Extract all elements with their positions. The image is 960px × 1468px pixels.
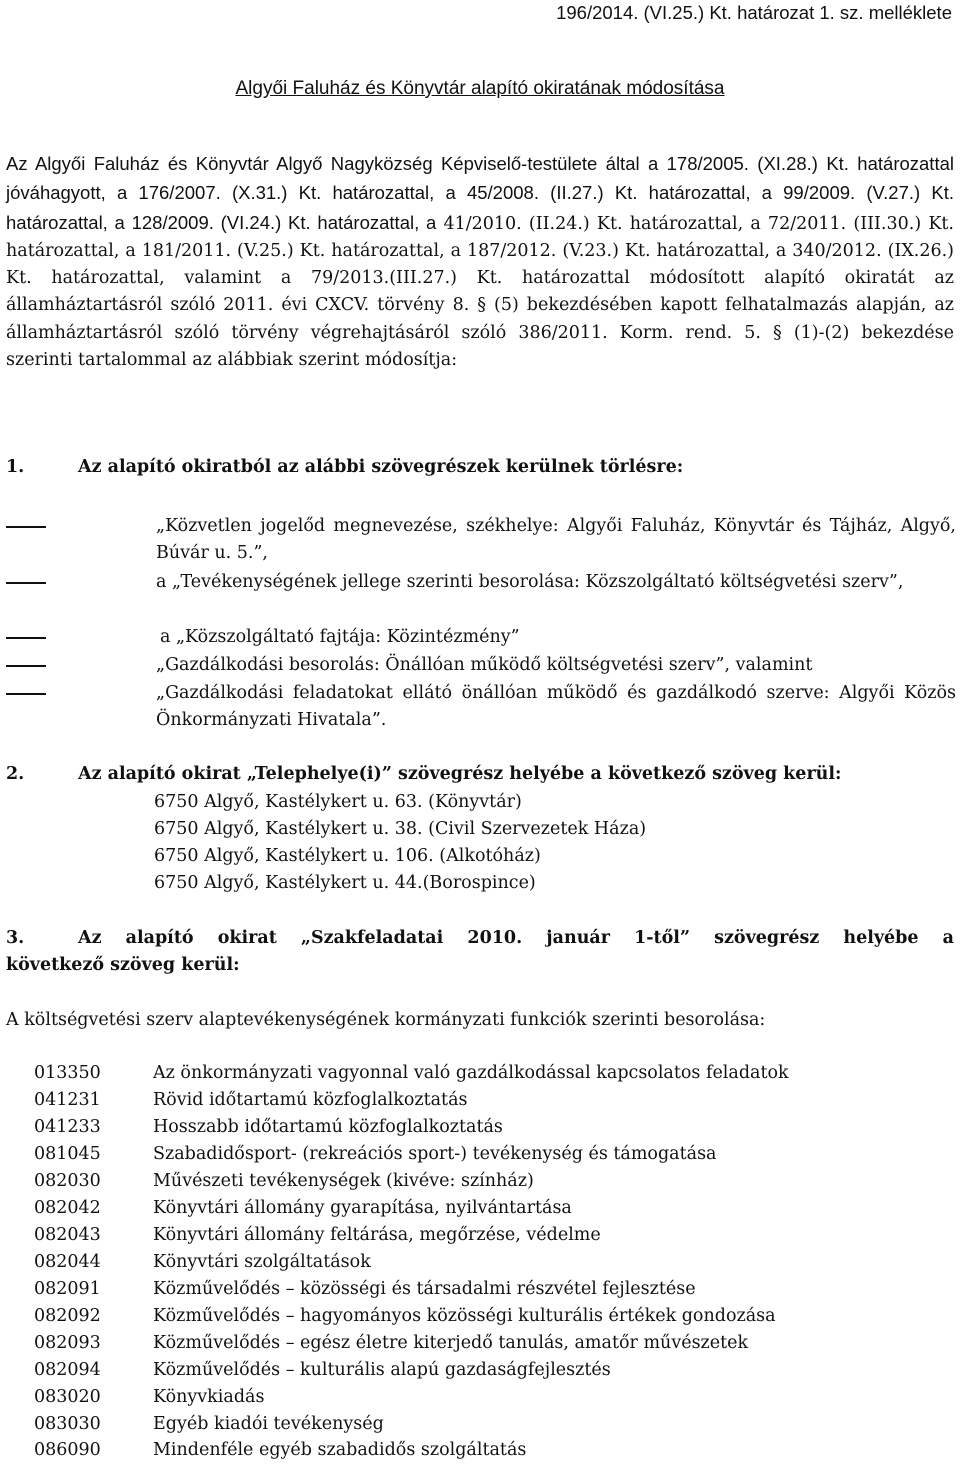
address-line: 6750 Algyő, Kastélykert u. 106. (Alkotóház) xyxy=(154,846,541,866)
table-row xyxy=(0,1063,960,1090)
dash-bullet xyxy=(6,582,46,584)
function-desc: Könyvkiadás xyxy=(153,1387,265,1407)
list-item xyxy=(0,680,960,734)
list-item xyxy=(0,569,960,623)
intro-text-sans: Az Algyői Faluház és Könyvtár Algyő Nagyközség Képviselő-testülete által a 178/2005. (XI.28.) Kt. határozattal jóváhagyott, a 176/2007. (X.31.) Kt. határozattal, a 45/2008. (II.27.) Kt. határozattal, a 99/2009. (V.27.) Kt. határozattal, a 128/2009. (VI.24.) Kt. határozattal, a xyxy=(6,153,954,233)
function-desc: Könyvtári állomány gyarapítása, nyilvántartása xyxy=(153,1198,572,1218)
section-heading-text: Az alapító okirat „Telephelye(i)” szövegrész helyébe a következő szöveg kerül: xyxy=(78,764,842,784)
function-desc: Közművelődés – kulturális alapú gazdaságfejlesztés xyxy=(153,1360,611,1380)
function-code: 082043 xyxy=(34,1225,101,1245)
list-item-text: a „Közszolgáltató fajtája: Közintézmény” xyxy=(160,627,520,647)
table-row xyxy=(0,1117,960,1144)
function-desc: Közművelődés – hagyományos közösségi kulturális értékek gondozása xyxy=(153,1306,776,1326)
list-item-text: „Gazdálkodási feladatokat ellátó önállóan működő és gazdálkodó szerve: Algyői Közös Önkormányzati Hivatala”. xyxy=(156,683,956,730)
function-desc: Hosszabb időtartamú közfoglalkoztatás xyxy=(153,1117,503,1137)
table-row xyxy=(0,1387,960,1414)
function-code: 082091 xyxy=(34,1279,101,1299)
function-desc: Szabadidősport- (rekreációs sport-) tevékenység és támogatása xyxy=(153,1144,717,1164)
table-row xyxy=(0,1306,960,1333)
address-line: 6750 Algyő, Kastélykert u. 44.(Borospince) xyxy=(154,873,536,893)
dash-bullet xyxy=(6,693,46,695)
table-row xyxy=(0,1198,960,1225)
intro-text-serif: 41/2010. (II.24.) Kt. határozattal, a 72/2011. (III.30.) Kt. határozattal, a 181/2011. (V.25.) Kt. határozattal, a 187/2012. (V.23.) Kt. határozattal, a 340/2012. (IX.26.) Kt. határozattal, valamint a 79/2013.(III.27.) Kt. határozattal módosított alapító okiratát az államháztartásról szóló 2011. évi CXCV. törvény 8. § (5) bekezdésében kapott felhatalmazás alapján, az államháztartásról szóló törvény végrehajtásáról szóló 386/2011. Korm. rend. 5. § (1)-(2) bekezdése szerinti tartalommal az alábbiak szerint módosítja: xyxy=(6,213,954,371)
table-row xyxy=(0,1252,960,1279)
function-desc: Művészeti tevékenységek (kivéve: színház) xyxy=(153,1171,534,1191)
table-row xyxy=(0,1225,960,1252)
function-desc: Egyéb kiadói tevékenység xyxy=(153,1414,384,1434)
section-number: 2. xyxy=(6,764,25,784)
section-3-heading-cont: következő szöveg kerül: xyxy=(6,955,240,975)
function-code: 041233 xyxy=(34,1117,101,1137)
function-desc: Könyvtári szolgáltatások xyxy=(153,1252,371,1272)
function-code: 082044 xyxy=(34,1252,101,1272)
dash-bullet xyxy=(6,637,46,639)
table-row xyxy=(0,1090,960,1117)
list-item-text: „Közvetlen jogelőd megnevezése, székhelye: Algyői Faluház, Könyvtár és Tájház, Algyő, Búvár u. 5.”, xyxy=(156,516,956,563)
section-heading-text: Az alapító okiratból az alábbi szövegrészek kerülnek törlésre: xyxy=(78,457,684,477)
function-desc: Rövid időtartamú közfoglalkoztatás xyxy=(153,1090,468,1110)
function-code: 082030 xyxy=(34,1171,101,1191)
resolution-reference: 196/2014. (VI.25.) Kt. határozat 1. sz. melléklete xyxy=(556,2,952,23)
list-item xyxy=(0,652,960,679)
classification-intro: A költségvetési szerv alaptevékenységének kormányzati funkciók szerinti besorolása: xyxy=(6,1010,766,1030)
table-row xyxy=(0,1333,960,1360)
function-desc: Könyvtári állomány feltárása, megőrzése, védelme xyxy=(153,1225,601,1245)
table-row xyxy=(0,1414,960,1441)
section-1-heading xyxy=(6,457,683,477)
document-title: Algyői Faluház és Könyvtár alapító okiratának módosítása xyxy=(235,78,725,99)
section-heading-text: Az alapító okirat „Szakfeladatai 2010. január 1-től” szövegrész helyébe a xyxy=(78,928,954,948)
function-code: 081045 xyxy=(34,1144,101,1164)
function-code: 083030 xyxy=(34,1414,101,1434)
section-3-heading xyxy=(6,928,954,948)
list-item-text: a „Tevékenységének jellege szerinti besorolása: Közszolgáltató költségvetési szerv”, xyxy=(156,572,904,592)
table-row xyxy=(0,1440,960,1467)
function-desc: Közművelődés – egész életre kiterjedő tanulás, amatőr művészetek xyxy=(153,1333,749,1353)
intro-paragraph xyxy=(6,150,954,374)
table-row xyxy=(0,1279,960,1306)
dash-bullet xyxy=(6,526,46,528)
function-code: 082042 xyxy=(34,1198,101,1218)
function-code: 013350 xyxy=(34,1063,101,1083)
list-item xyxy=(0,513,960,567)
function-code: 086090 xyxy=(34,1440,101,1460)
address-line: 6750 Algyő, Kastélykert u. 63. (Könyvtár) xyxy=(154,792,522,812)
list-item-text: „Gazdálkodási besorolás: Önállóan működő költségvetési szerv”, valamint xyxy=(156,655,813,675)
function-desc: Mindenféle egyéb szabadidős szolgáltatás xyxy=(153,1440,527,1460)
section-number: 1. xyxy=(6,457,25,477)
section-number: 3. xyxy=(6,928,25,948)
function-code: 082092 xyxy=(34,1306,101,1326)
address-line: 6750 Algyő, Kastélykert u. 38. (Civil Szervezetek Háza) xyxy=(154,819,647,839)
dash-bullet xyxy=(6,665,46,667)
function-code: 041231 xyxy=(34,1090,101,1110)
function-desc: Az önkormányzati vagyonnal való gazdálkodással kapcsolatos feladatok xyxy=(153,1063,789,1083)
section-2-heading xyxy=(6,764,842,784)
table-row xyxy=(0,1171,960,1198)
table-row xyxy=(0,1360,960,1387)
function-desc: Közművelődés – közösségi és társadalmi részvétel fejlesztése xyxy=(153,1279,696,1299)
function-code: 083020 xyxy=(34,1387,101,1407)
table-row xyxy=(0,1144,960,1171)
function-code: 082093 xyxy=(34,1333,101,1353)
function-code: 082094 xyxy=(34,1360,101,1380)
list-item xyxy=(0,624,960,651)
